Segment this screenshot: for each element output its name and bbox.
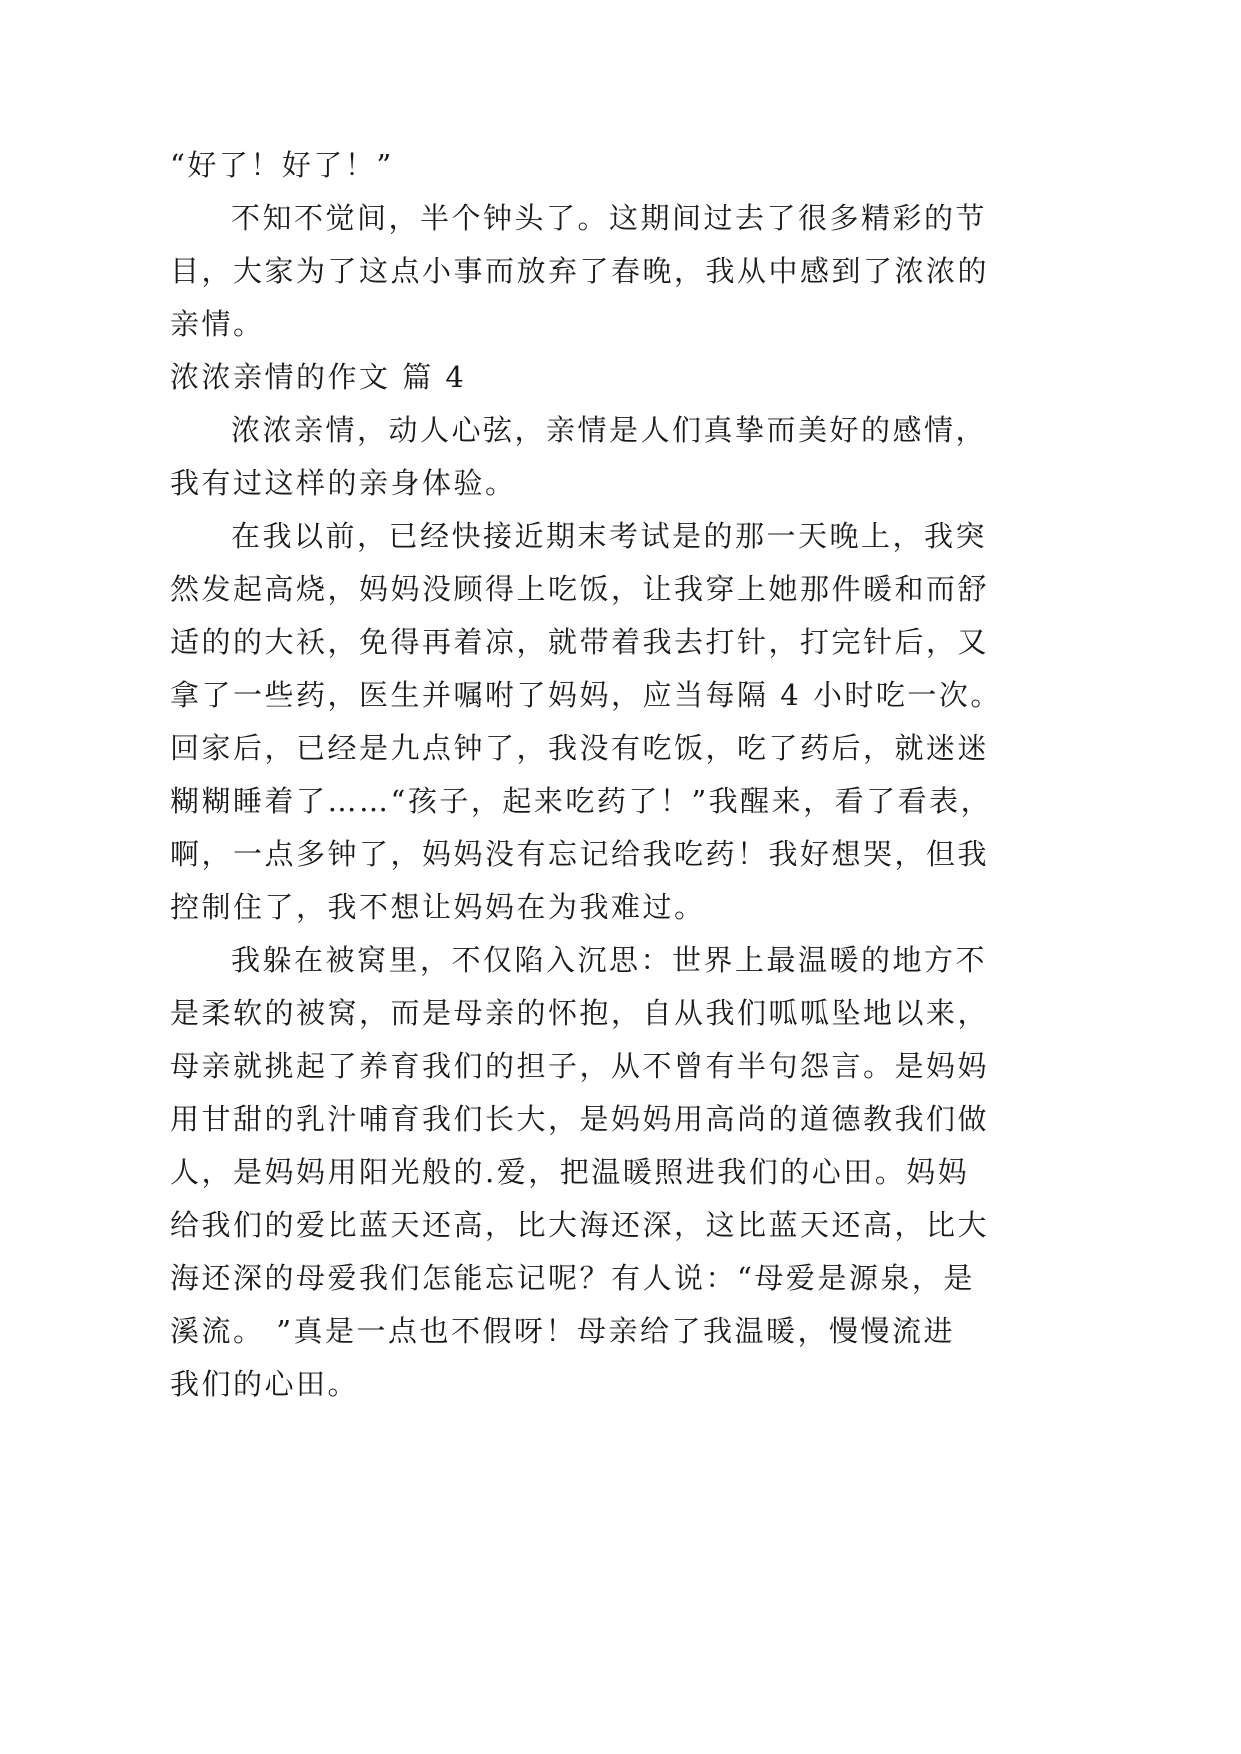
- paragraph-line: 回家后，已经是九点钟了，我没有吃饭，吃了药后，就迷迷: [170, 731, 990, 765]
- paragraph-line: 用甘甜的乳汁哺育我们长大，是妈妈用高尚的道德教我们做: [170, 1102, 990, 1136]
- paragraph-line: 母亲就挑起了养育我们的担子，从不曾有半句怨言。是妈妈: [170, 1049, 990, 1083]
- paragraph-line: 拿了一些药，医生并嘱咐了妈妈，应当每隔 4 小时吃一次。: [170, 678, 1002, 712]
- paragraph-line: 啊，一点多钟了，妈妈没有忘记给我吃药！我好想哭，但我: [170, 837, 990, 871]
- paragraph-line: 目，大家为了这点小事而放弃了春晚，我从中感到了浓浓的: [170, 254, 990, 288]
- paragraph-line: 我有过这样的亲身体验。: [170, 466, 517, 500]
- section-heading: 浓浓亲情的作文 篇 4: [170, 360, 467, 394]
- paragraph-line: 人，是妈妈用阳光般的.爱，把温暖照进我们的心田。妈妈: [170, 1155, 970, 1189]
- paragraph-line: 适的的大袄，免得再着凉，就带着我去打针，打完针后，又: [170, 625, 990, 659]
- paragraph-line: 控制住了，我不想让妈妈在为我难过。: [170, 890, 706, 924]
- paragraph-line: 是柔软的被窝，而是母亲的怀抱，自从我们呱呱坠地以来，: [170, 996, 990, 1030]
- paragraph-line: 亲情。: [170, 307, 265, 341]
- paragraph-line: 不知不觉间，半个钟头了。这期间过去了很多精彩的节: [231, 201, 988, 235]
- paragraph-line: 糊糊睡着了……“孩子，起来吃药了！”我醒来，看了看表，: [170, 784, 993, 818]
- paragraph-line: 我躲在被窝里，不仅陷入沉思：世界上最温暖的地方不: [231, 943, 988, 977]
- paragraph-line: 海还深的母爱我们怎能忘记呢？有人说：“母爱是源泉，是: [170, 1261, 975, 1295]
- paragraph-line: 然发起高烧，妈妈没顾得上吃饭，让我穿上她那件暖和而舒: [170, 572, 990, 606]
- paragraph-line: 浓浓亲情，动人心弦，亲情是人们真挚而美好的感情，: [231, 413, 988, 447]
- text-line: “好了！好了！”: [170, 148, 394, 182]
- paragraph-line: 溪流。 ”真是一点也不假呀！母亲给了我温暖，慢慢流进: [170, 1314, 956, 1348]
- paragraph-line: 给我们的爱比蓝天还高，比大海还深，这比蓝天还高，比大: [170, 1208, 990, 1242]
- paragraph-line: 在我以前，已经快接近期末考试是的那一天晚上，我突: [231, 519, 988, 553]
- paragraph-line: 我们的心田。: [170, 1367, 360, 1401]
